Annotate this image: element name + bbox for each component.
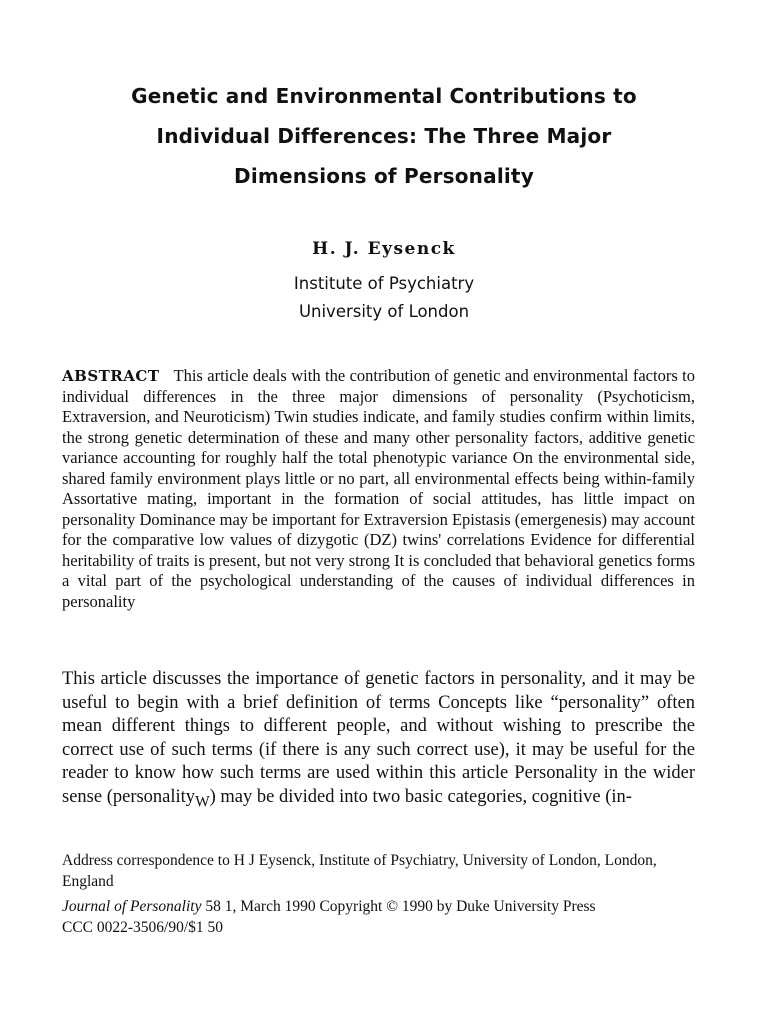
ccc-code: CCC 0022-3506/90/$1 50 (62, 919, 224, 936)
abstract (62, 366, 695, 612)
abstract-label: ABSTRACT (62, 367, 160, 385)
correspondence-address: Address correspondence to H J Eysenck, Institute of Psychiatry, University of London, London, England (62, 852, 657, 890)
footnote (62, 850, 695, 938)
body-text-part-2: ) may be divided into two basic categories, cognitive (in- (209, 786, 632, 807)
author-name: H. J. Eysenck (312, 239, 456, 259)
title-line-2: Individual Differences: The Three Major (156, 124, 612, 148)
title-line-3: Dimensions of Personality (234, 164, 534, 188)
body-paragraph (62, 668, 695, 814)
author-university: University of London (298, 302, 470, 321)
abstract-text: This article deals with the contribution of genetic and environmental factors to individual differences in the three major dimensions of personality (Psychoticism, Extraversion, and Neuroticism) Twin studies indicate, and family studies confirm within limits, the strong genetic determination of these and many other personality factors, additive genetic variance accounting for roughly half the total phenotypic variance On the environmental side, shared family environment plays little or no part, all environmental effects being within-family Assortative mating, important in the formation of social attitudes, has little impact on personality Dominance may be important for Extraversion Epistasis (emergenesis) may account for the comparative low values of dizygotic (DZ) twins' correlations Evidence for differential heritability of traits is present, but not very strong It is concluded that behavioral genetics forms a vital part of the psychological understanding of the causes of individual differences in personality (62, 366, 695, 611)
personality-subscript: W (195, 793, 210, 811)
author-institute: Institute of Psychiatry (293, 274, 475, 293)
title-line-1: Genetic and Environmental Contributions to (131, 84, 637, 108)
journal-details: 58 1, March 1990 Copyright © 1990 by Duke University Press (201, 898, 596, 915)
journal-name: Journal of Personality (62, 898, 202, 915)
article-title (40, 76, 728, 196)
body-text-part-1: This article discusses the importance of genetic factors in personality, and it may be useful to begin with a brief definition of terms Concepts like “personality” often mean different things to different people, and without wishing to prescribe the correct use of such terms (if there is any such correct use), it may be useful for the reader to know how such terms are used within this article Personality in the wider sense (personality (62, 669, 695, 807)
author-block (0, 238, 768, 326)
journal-citation (62, 896, 695, 917)
